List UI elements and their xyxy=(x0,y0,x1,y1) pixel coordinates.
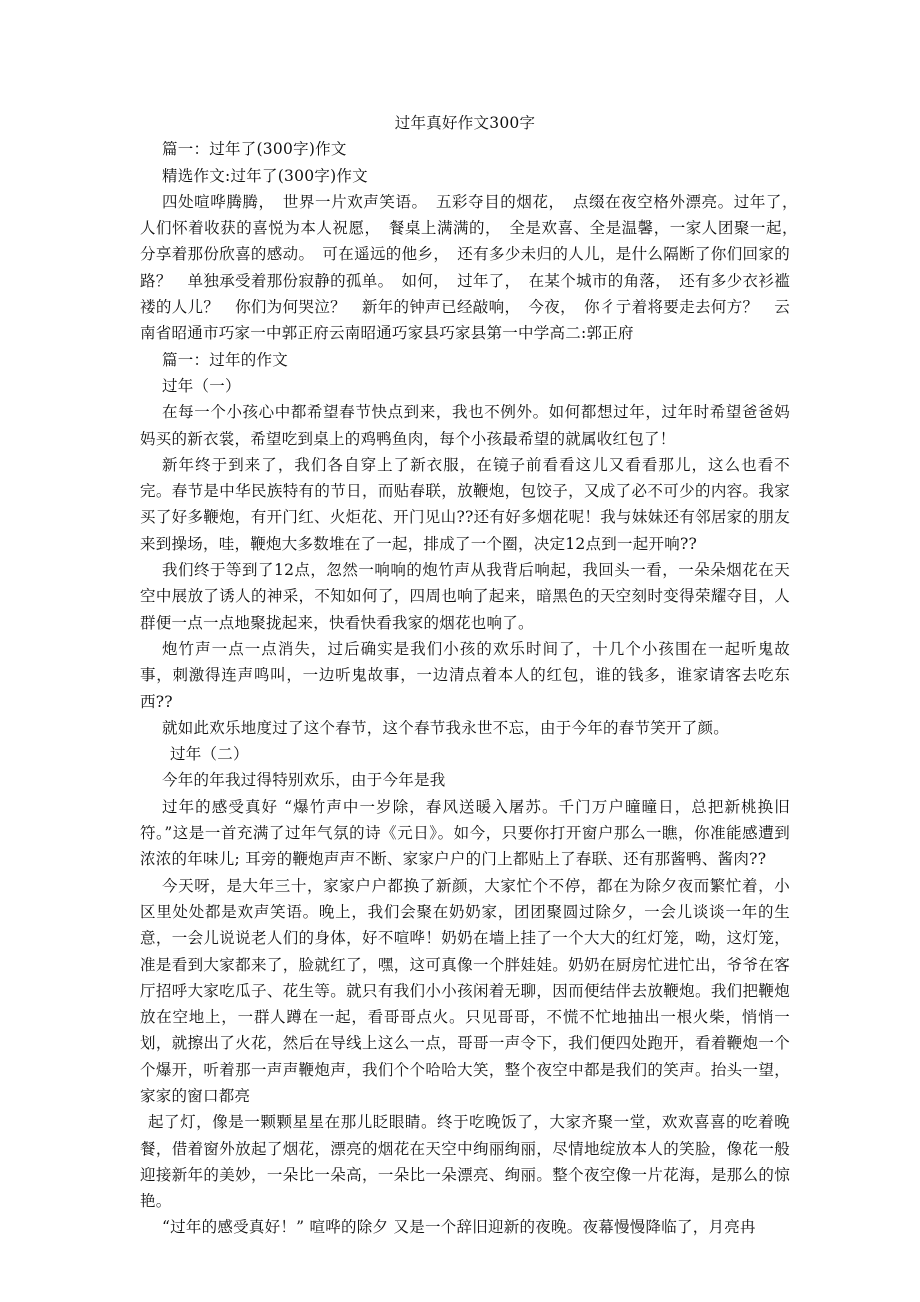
paragraph: 新年终于到来了，我们各自穿上了新衣服，在镜子前看看这儿又看看那儿，这么也看不完。春节是中华民族特有的节日，而贴春联，放鞭炮，包饺子，又成了必不可少的内容。我家买了好多鞭炮，有开门红、火炬花、开门见山??还有好多烟花呢！我与妹妹还有邻居家的朋友来到操场，哇，鞭炮大多数堆在了一起，排成了一个圈，决定12点到一起开响?? xyxy=(140,455,790,553)
subheading: 过年（二） xyxy=(170,745,249,764)
section-heading: 篇一：过年的作文 xyxy=(162,350,289,369)
document-title: 过年真好作文300字 xyxy=(394,114,536,132)
paragraph: “过年的感受真好！” 喧哗的除夕 又是一个辞旧迎新的夜晚。夜幕慢慢降临了，月亮冉 xyxy=(162,1218,756,1237)
document-page xyxy=(140,110,806,1241)
paragraph: 起了灯，像是一颗颗星星在那儿眨眼睛。终于吃晚饭了，大家齐聚一堂，欢欢喜喜的吃着晚餐，借着窗外放起了烟花，漂亮的烟花在天空中绚丽绚丽，尽情地绽放本人的笑脸，像花一般迎接新年的美妙，一朵比一朵高，一朵比一朵漂亮、绚丽。整个夜空像一片花海，是那么的惊艳。 xyxy=(140,1113,790,1211)
paragraph: 四处喧哗腾腾， 世界一片欢声笑语。 五彩夺目的烟花， 点缀在夜空格外漂亮。过年了， 人们怀着收获的喜悦为本人祝愿， 餐桌上满满的， 全是欢喜、全是温馨，一家人团聚一起， 分享着那份欣喜的感动。 可在遥远的他乡， 还有多少未归的人儿，是什么隔断了你们回家的路？ 单独承受着那份寂静的孤单。 如何， 过年了， 在某个城市的角落， 还有多少衣衫褴褛的人儿？ 你们为何哭泣？ 新年的钟声已经敲响， 今夜， 你彳亍着将要走去何方？ 云南省昭通市巧家一中郭正府云南昭通巧家县巧家县第一中学高二:郭正府 xyxy=(140,192,806,343)
paragraph: 就如此欢乐地度过了这个春节，这个春节我永世不忘，由于今年的春节笑开了颜。 xyxy=(162,718,730,737)
paragraph: 今天呀，是大年三十，家家户户都换了新颜，大家忙个不停，都在为除夕夜而繁忙着，小区里处处都是欢声笑语。晚上，我们会聚在奶奶家，团团聚圆过除夕，一会儿谈谈一年的生意，一会儿说说老人们的身体，好不喧哗！奶奶在墙上挂了一个大大的红灯笼，呦，这灯笼，准是看到大家都来了，脸就红了，嘿，这可真像一个胖娃娃。奶奶在厨房忙进忙出，爷爷在客厅招呼大家吃瓜子、花生等。就只有我们小小孩闲着无聊，因而便结伴去放鞭炮。我们把鞭炮放在空地上，一群人蹲在一起，看哥哥点火。只见哥哥，不慌不忙地抽出一根火柴，悄悄一划，就擦出了火花，然后在导线上这么一点，哥哥一声令下，我们便四处跑开，看着鞭炮一个个爆开，听着那一声声鞭炮声，我们个个哈哈大笑，整个夜空中都是我们的笑声。抬头一望，家家的窗口都亮 xyxy=(140,876,790,1105)
paragraph: 过年的感受真好 “爆竹声中一岁除，春风送暖入屠苏。千门万户曈曈日，总把新桃换旧符。”这是一首充满了过年气氛的诗《元日》。如今，只要你打开窗户那么一瞧，你准能感遭到浓浓的年味儿; 耳旁的鞭炮声声不断、家家户户的门上都贴上了春联、还有那酱鸭、酱肉?? xyxy=(140,797,790,869)
subheading: 过年（一） xyxy=(162,376,241,395)
paragraph: 我们终于等到了12点，忽然一响响的炮竹声从我背后响起，我回头一看，一朵朵烟花在天空中展放了诱人的神采，不知如何了，四周也响了起来，暗黑色的天空刻时变得荣耀夺目，人群便一点一点地聚拢起来，快看快看我家的烟花也响了。 xyxy=(140,561,790,632)
section-heading: 篇一：过年了(300字)作文 xyxy=(162,140,347,159)
paragraph: 在每一个小孩心中都希望春节快点到来，我也不例外。如何都想过年，过年时希望爸爸妈妈买的新衣裳，希望吃到桌上的鸡鸭鱼肉，每个小孩最希望的就属收红包了！ xyxy=(140,403,790,448)
paragraph: 今年的年我过得特别欢乐，由于今年是我 xyxy=(162,771,446,790)
subheading: 精选作文:过年了(300字)作文 xyxy=(162,166,368,185)
paragraph: 炮竹声一点一点消失，过后确实是我们小孩的欢乐时间了，十几个小孩围在一起听鬼故事，刺激得连声鸣叫，一边听鬼故事，一边清点着本人的红包，谁的钱多，谁家请客去吃东西?? xyxy=(140,639,790,711)
